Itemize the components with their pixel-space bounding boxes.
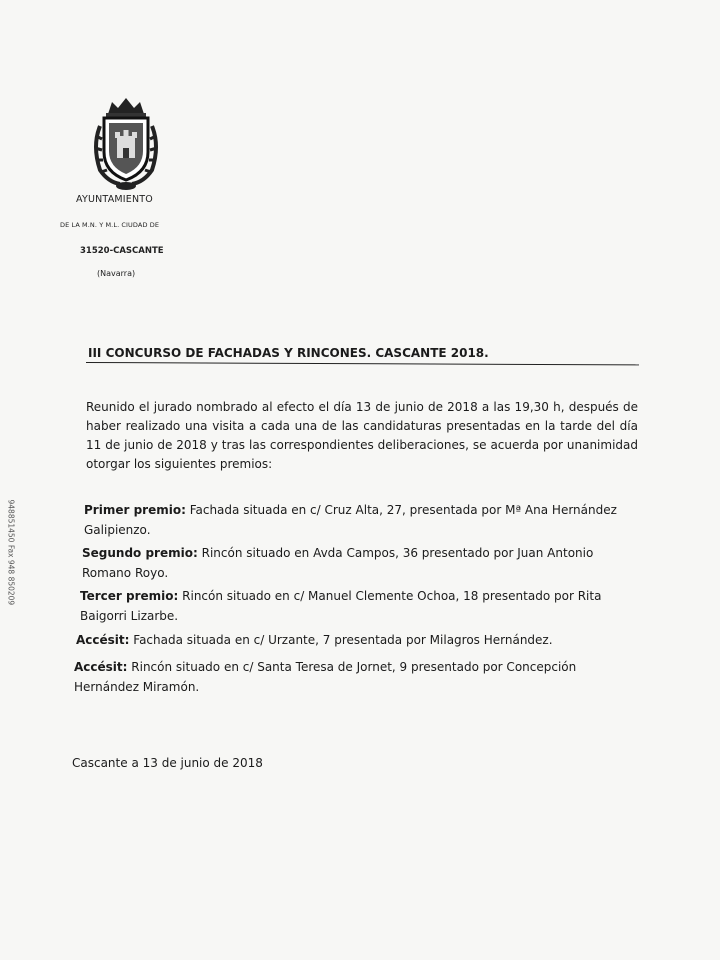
- letterhead-city-title: DE LA M.N. Y M.L. CIUDAD DE: [60, 221, 160, 229]
- document-title: III CONCURSO DE FACHADAS Y RINCONES. CASCANTE 2018.: [88, 346, 489, 360]
- prize-entry-second: [82, 543, 642, 583]
- prize-text: Rincón situado en c/ Santa Teresa de Jornet, 9 presentado por Concepción Hernández Miramón.: [74, 660, 577, 694]
- letterhead-postal-city: 31520-CASCANTE: [80, 246, 164, 256]
- intro-paragraph: Reunido el jurado nombrado al efecto el día 13 de junio de 2018 a las 19,30 h, después de haber realizado una visita a cada una de las candidaturas presentadas en la tarde del día 11 de junio de 2018 y tras las correspondientes deliberaciones, se acuerda por unanimidad otorgar los siguientes premios:: [86, 400, 638, 471]
- prize-label: Accésit:: [76, 633, 130, 647]
- letterhead-ayuntamiento: AYUNTAMIENTO: [76, 194, 153, 205]
- prize-entry-third: [80, 586, 640, 626]
- side-margin-contact: 948851450 Fax 948 850209: [6, 499, 16, 606]
- prize-text: Fachada situada en c/ Urzante, 7 presentada por Milagros Hernández.: [133, 633, 553, 647]
- letterhead-region: (Navarra): [97, 269, 136, 278]
- prize-text: Rincón situado en Avda Campos, 36 presentado por Juan Antonio Romano Royo.: [82, 546, 594, 580]
- prize-label: Accésit:: [74, 660, 128, 674]
- prize-label: Segundo premio:: [82, 546, 198, 560]
- prize-text: Rincón situado en c/ Manuel Clemente Ochoa, 18 presentado por Rita Baigorri Lizarbe.: [80, 589, 602, 623]
- title-underline: [86, 362, 639, 365]
- prize-text: Fachada situada en c/ Cruz Alta, 27, presentada por Mª Ana Hernández Galipienzo.: [84, 503, 617, 537]
- prize-entry-first: [84, 500, 644, 540]
- prize-entry-accesit-2: [74, 657, 634, 697]
- prize-label: Tercer premio:: [80, 589, 179, 603]
- coat-of-arms-seal: [86, 96, 166, 192]
- prize-label: Primer premio:: [84, 503, 186, 517]
- prize-entry-accesit-1: [76, 630, 636, 650]
- closing-date: Cascante a 13 de junio de 2018: [72, 756, 263, 770]
